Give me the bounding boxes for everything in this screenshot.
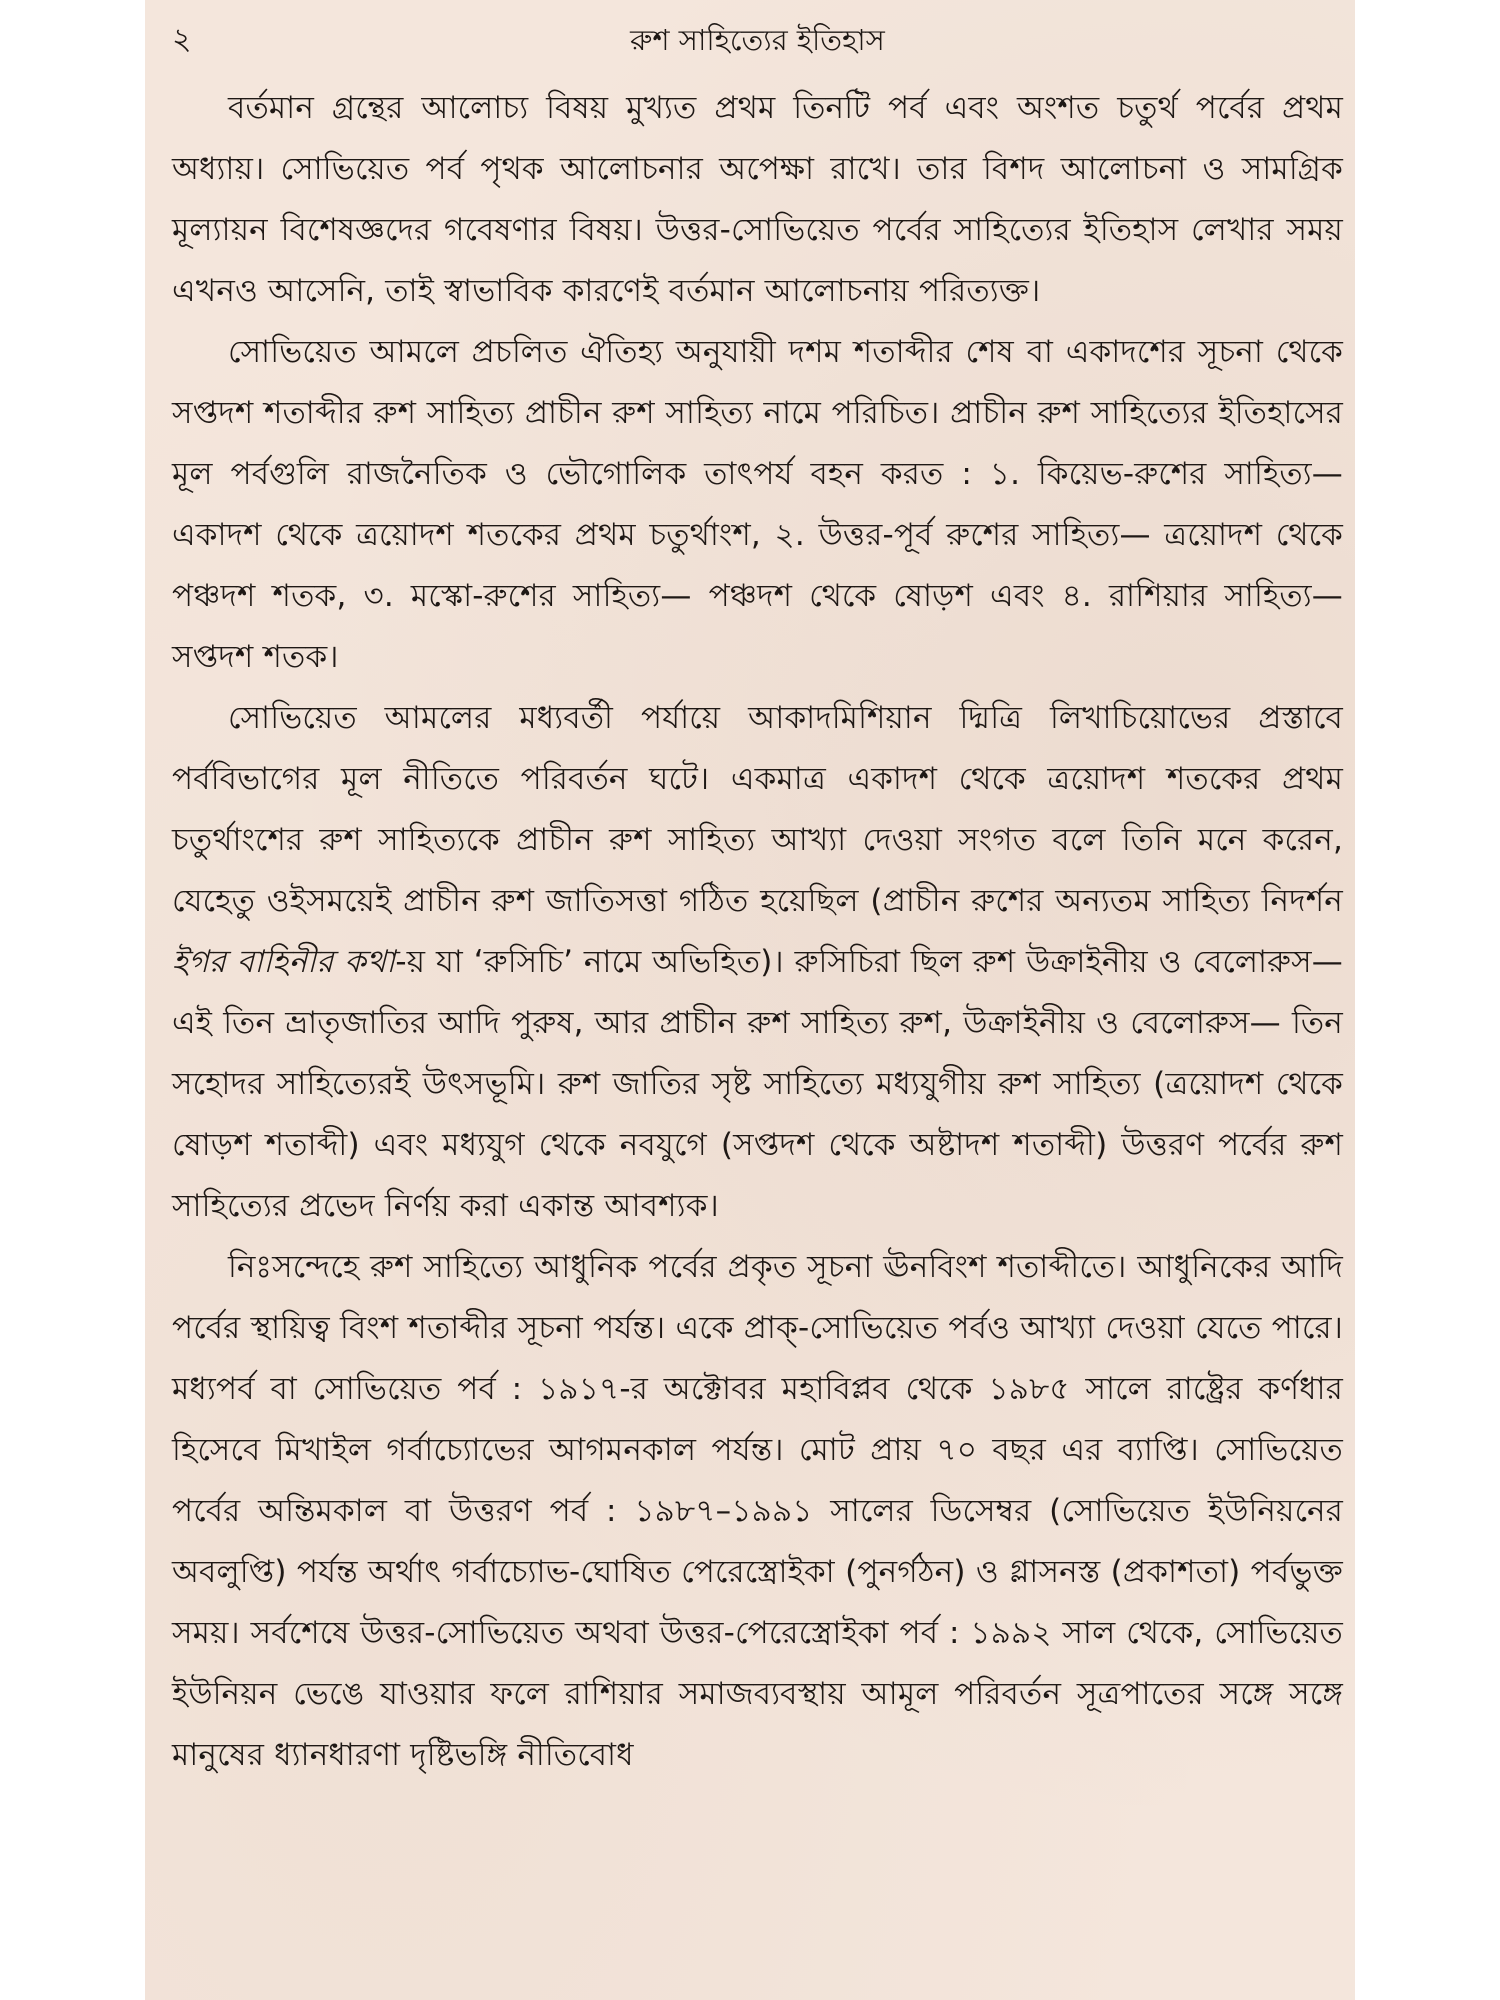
paragraph-3 (172, 688, 1343, 1237)
book-title-italic: ইগর বাহিনীর কথা (172, 944, 396, 980)
paragraph-1: বর্তমান গ্রন্থের আলোচ্য বিষয় মুখ্যত প্রথম তিনটি পর্ব এবং অংশত চতুর্থ পর্বের প্রথম অধ্যায়। সোভিয়েত পর্ব পৃথক আলোচনার অপেক্ষা রাখে। তার বিশদ আলোচনা ও সামগ্রিক মূল্যায়ন বিশেষজ্ঞদের গবেষণার বিষয়। উত্তর-সোভিয়েত পর্বের সাহিত্যের ইতিহাস লেখার সময় এখনও আসেনি, তাই স্বাভাবিক কারণেই বর্তমান আলোচনায় পরিত্যক্ত। (172, 90, 1343, 309)
paragraph-3-text-before: সোভিয়েত আমলের মধ্যবর্তী পর্যায়ে আকাদমিশিয়ান দ্মিত্রি লিখাচিয়োভের প্রস্তাবে পর্ববিভাগের মূল নীতিতে পরিবর্তন ঘটে। একমাত্র একাদশ থেকে ত্রয়োদশ শতকের প্রথম চতুর্থাংশের রুশ সাহিত্যকে প্রাচীন রুশ সাহিত্য আখ্যা দেওয়া সংগত বলে তিনি মনে করেন, যেহেতু ওইসময়েই প্রাচীন রুশ জাতিসত্তা গঠিত হয়েছিল (প্রাচীন রুশের অন্যতম সাহিত্য নিদর্শন (172, 700, 1343, 919)
body-text (172, 78, 1343, 1786)
page-number: ২ (172, 22, 192, 57)
running-header (172, 0, 1343, 72)
paragraph-3-text-after: -য় যা ‘রুসিচি’ নামে অভিহিত)। রুসিচিরা ছিল রুশ উক্রাইনীয় ও বেলোরুস— এই তিন ভ্রাতৃজাতির আদি পুরুষ, আর প্রাচীন রুশ সাহিত্য রুশ, উক্রাইনীয় ও বেলোরুস— তিন সহোদর সাহিত্যেরই উৎসভূমি। রুশ জাতির সৃষ্ট সাহিত্যে মধ্যযুগীয় রুশ সাহিত্য (ত্রয়োদশ থেকে ষোড়শ শতাব্দী) এবং মধ্যযুগ থেকে নবযুগে (সপ্তদশ থেকে অষ্টাদশ শতাব্দী) উত্তরণ পর্বের রুশ সাহিত্যের প্রভেদ নির্ণয় করা একান্ত আবশ্যক। (172, 944, 1343, 1224)
book-page (145, 0, 1355, 2000)
paragraph-2: সোভিয়েত আমলে প্রচলিত ঐতিহ্য অনুযায়ী দশম শতাব্দীর শেষ বা একাদশের সূচনা থেকে সপ্তদশ শতাব্দীর রুশ সাহিত্য প্রাচীন রুশ সাহিত্য নামে পরিচিত। প্রাচীন রুশ সাহিত্যের ইতিহাসের মূল পর্বগুলি রাজনৈতিক ও ভৌগোলিক তাৎপর্য বহন করত : ১. কিয়েভ-রুশের সাহিত্য— একাদশ থেকে ত্রয়োদশ শতকের প্রথম চতুর্থাংশ, ২. উত্তর-পূর্ব রুশের সাহিত্য— ত্রয়োদশ থেকে পঞ্চদশ শতক, ৩. মস্কো-রুশের সাহিত্য— পঞ্চদশ থেকে ষোড়শ এবং ৪. রাশিয়ার সাহিত্য— সপ্তদশ শতক। (172, 334, 1343, 675)
paragraph-4: নিঃসন্দেহে রুশ সাহিত্যে আধুনিক পর্বের প্রকৃত সূচনা ঊনবিংশ শতাব্দীতে। আধুনিকের আদি পর্বের স্থায়িত্ব বিংশ শতাব্দীর সূচনা পর্যন্ত। একে প্রাক্-সোভিয়েত পর্বও আখ্যা দেওয়া যেতে পারে। মধ্যপর্ব বা সোভিয়েত পর্ব : ১৯১৭-র অক্টোবর মহাবিপ্লব থেকে ১৯৮৫ সালে রাষ্ট্রের কর্ণধার হিসেবে মিখাইল গর্বাচ্যোভের আগমনকাল পর্যন্ত। মোট প্রায় ৭০ বছর এর ব্যাপ্তি। সোভিয়েত পর্বের অন্তিমকাল বা উত্তরণ পর্ব : ১৯৮৭–১৯৯১ সালের ডিসেম্বর (সোভিয়েত ইউনিয়নের অবলুপ্তি) পর্যন্ত অর্থাৎ গর্বাচ্যোভ-ঘোষিত পেরেস্ত্রোইকা (পুনর্গঠন) ও গ্লাসনস্ত (প্রকাশতা) পর্বভুক্ত সময়। সর্বশেষে উত্তর-সোভিয়েত অথবা উত্তর-পেরেস্ত্রোইকা পর্ব : ১৯৯২ সাল থেকে, সোভিয়েত ইউনিয়ন ভেঙে যাওয়ার ফলে রাশিয়ার সমাজব্যবস্থায় আমূল পরিবর্তন সূত্রপাতের সঙ্গে সঙ্গে মানুষের ধ্যানধারণা দৃষ্টিভঙ্গি নীতিবোধ (172, 1249, 1343, 1773)
running-title: রুশ সাহিত্যের ইতিহাস (630, 23, 885, 57)
